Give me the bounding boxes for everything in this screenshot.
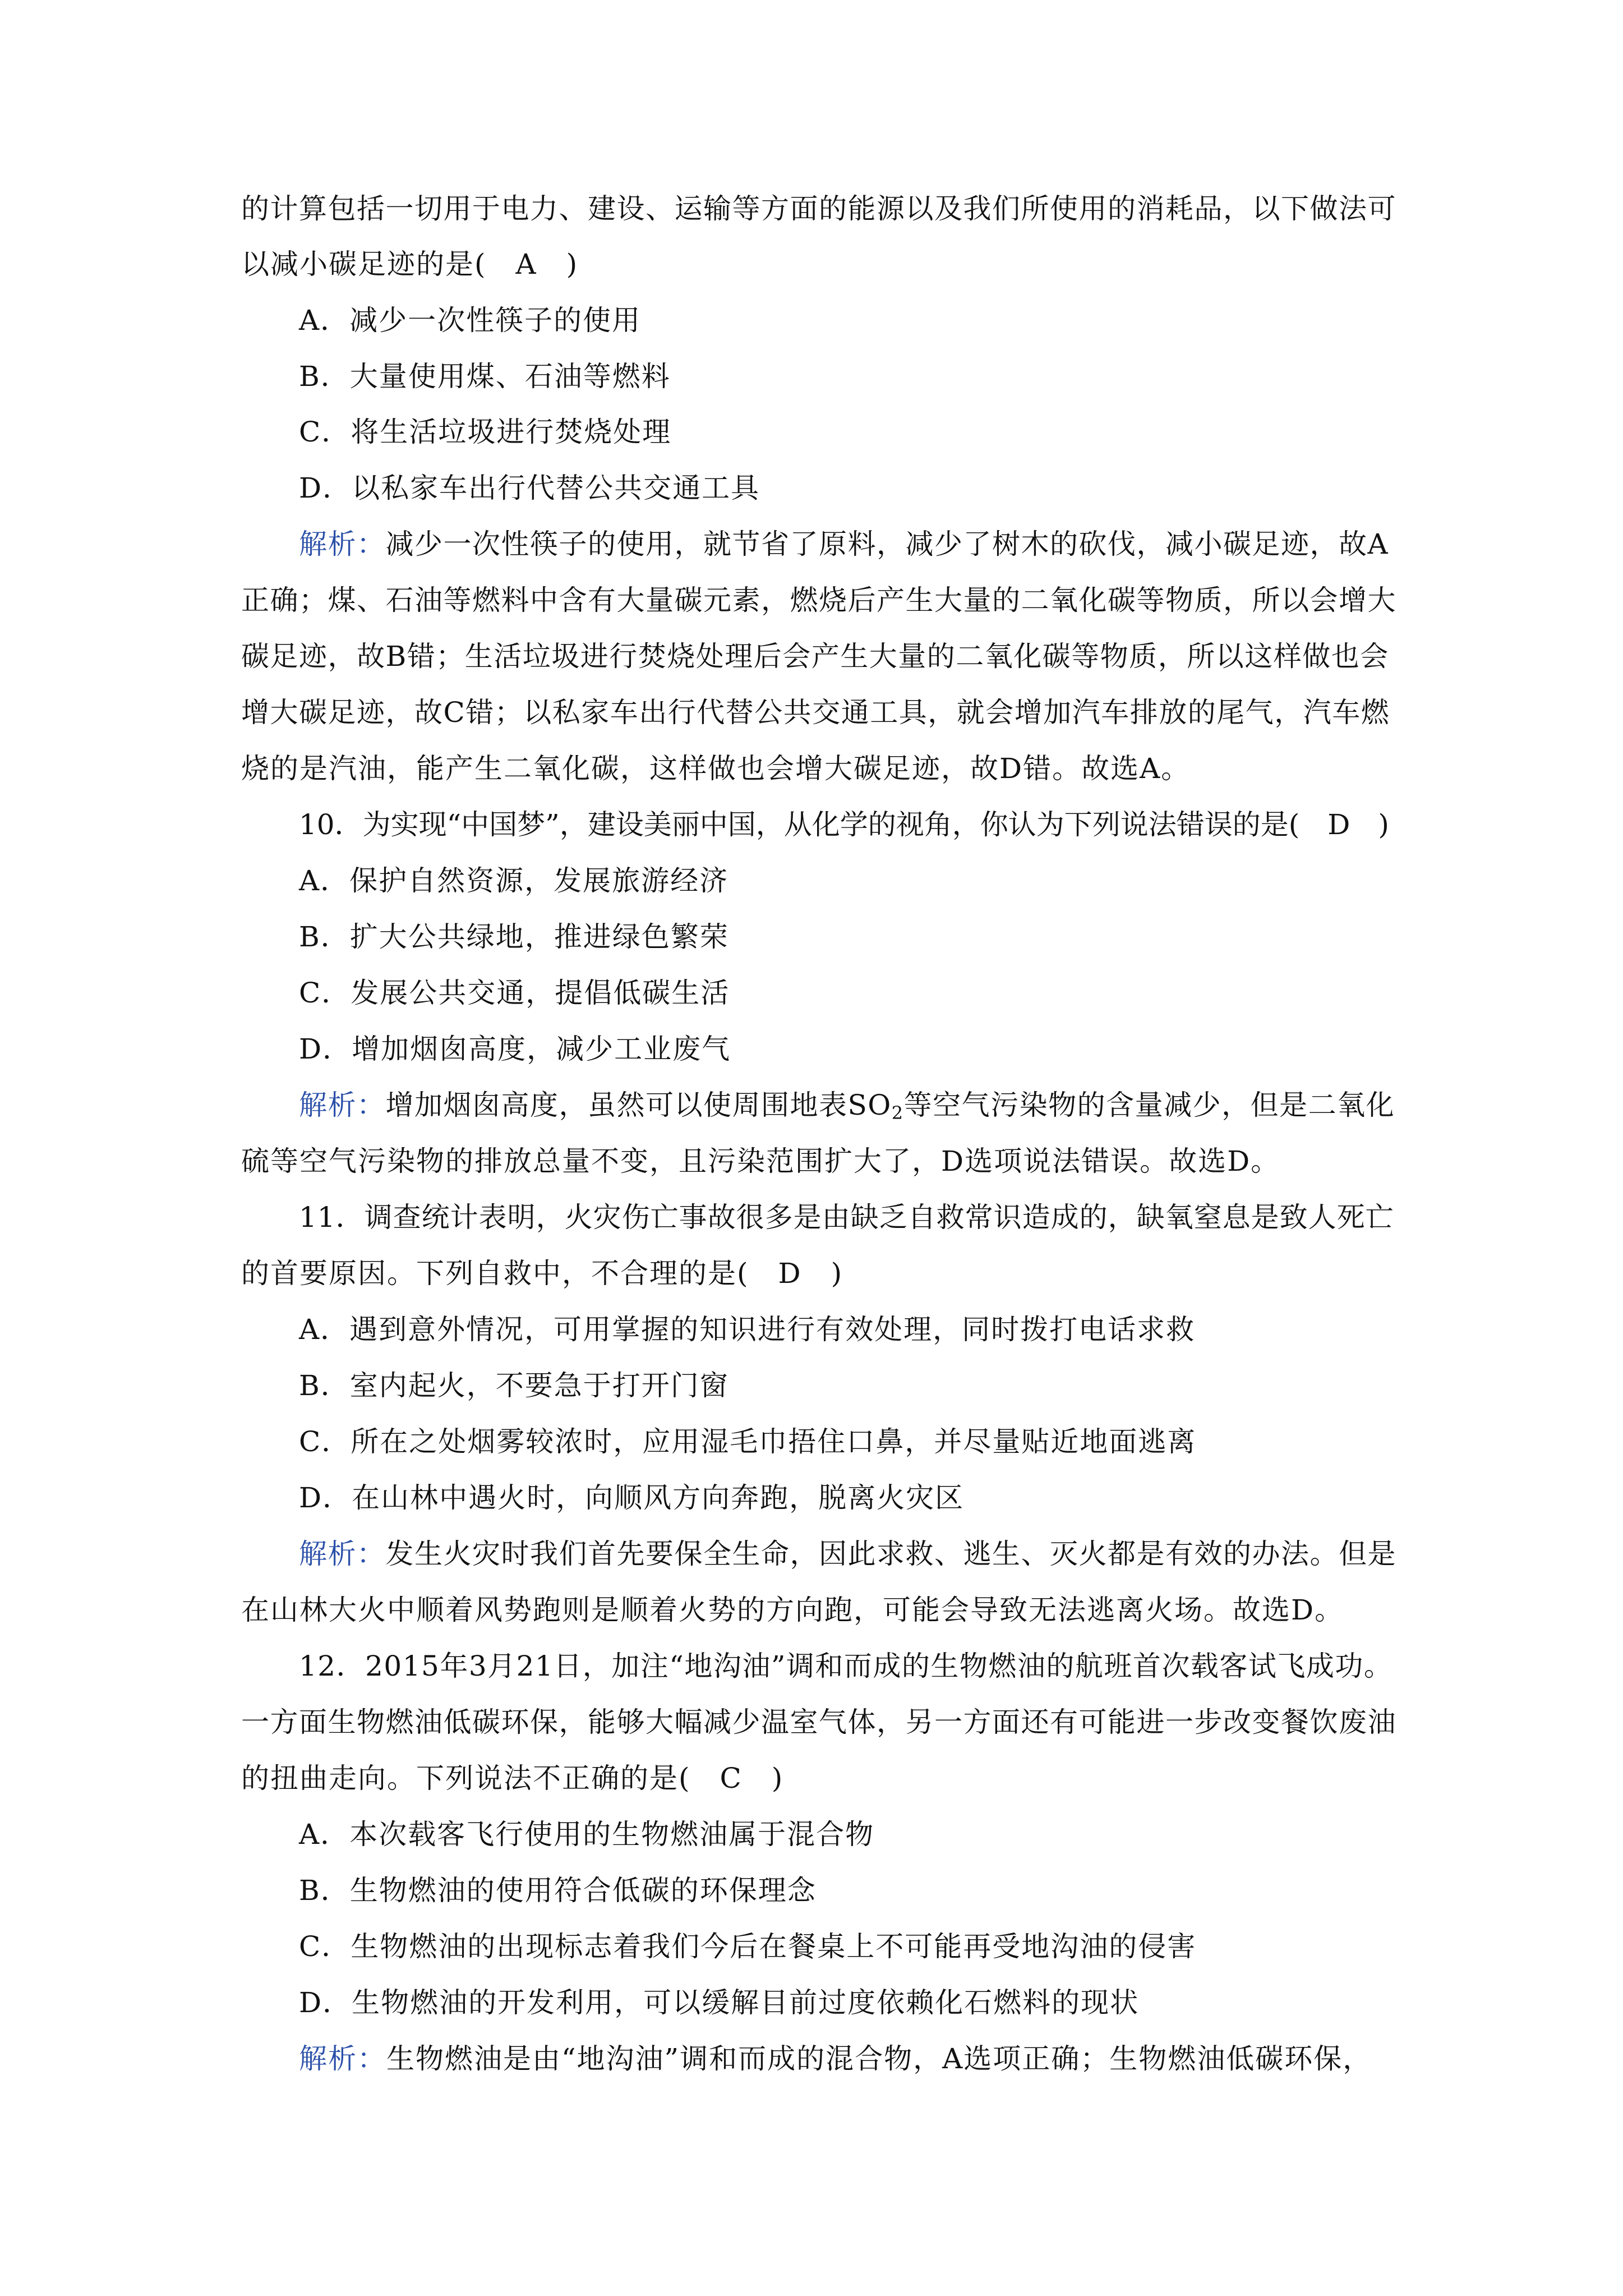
q9-explanation-line-3: 碳足迹，故B错；生活垃圾进行焚烧处理后会产生大量的二氧化碳等物质，所以这样做也会 bbox=[241, 640, 1389, 673]
q11-explanation-line-2: 在山林大火中顺着风势跑则是顺着火势的方向跑，可能会导致无法逃离火场。故选D。 bbox=[241, 1594, 1344, 1626]
q11-stem-line-2: 的首要原因。下列自救中，不合理的是( D ) bbox=[241, 1257, 843, 1290]
q9-option-b: B．大量使用煤、石油等燃料 bbox=[299, 360, 671, 393]
q12-explanation-line-1 bbox=[299, 2042, 1372, 2076]
q9-option-c: C．将生活垃圾进行焚烧处理 bbox=[299, 416, 672, 448]
q10-explanation-text-1b: 等空气污染物的含量减少，但是二氧化 bbox=[903, 1089, 1395, 1121]
q9-option-d: D．以私家车出行代替公共交通工具 bbox=[299, 472, 760, 504]
q11-explanation-label: 解析： bbox=[299, 1538, 386, 1570]
q10-explanation-line-1 bbox=[299, 1088, 1395, 1122]
q12-explanation-label: 解析： bbox=[299, 2042, 386, 2075]
q12-option-c: C．生物燃油的出现标志着我们今后在餐桌上不可能再受地沟油的侵害 bbox=[299, 1930, 1197, 1963]
q12-stem-line-1: 12．2015年3月21日，加注“地沟油”调和而成的生物燃油的航班首次载客试飞成功。 bbox=[299, 1650, 1393, 1682]
q9-explanation-label: 解析： bbox=[299, 528, 386, 560]
q10-stem: 10．为实现“中国梦”，建设美丽中国，从化学的视角，你认为下列说法错误的是( D ) bbox=[299, 808, 1389, 841]
q10-explanation-label: 解析： bbox=[299, 1089, 386, 1121]
q12-stem-line-3: 的扭曲走向。下列说法不正确的是( C ) bbox=[241, 1762, 784, 1795]
q11-option-c: C．所在之处烟雾较浓时，应用湿毛巾捂住口鼻，并尽量贴近地面逃离 bbox=[299, 1425, 1197, 1458]
q12-stem-line-2: 一方面生物燃油低碳环保，能够大幅减少温室气体，另一方面还有可能进一步改变餐饮废油 bbox=[241, 1706, 1396, 1738]
q9-explanation-line-5: 烧的是汽油，能产生二氧化碳，这样做也会增大碳足迹，故D错。故选A。 bbox=[241, 752, 1191, 785]
q11-option-d: D．在山林中遇火时，向顺风方向奔跑，脱离火灾区 bbox=[299, 1481, 965, 1514]
q10-option-d: D．增加烟囱高度，减少工业废气 bbox=[299, 1033, 731, 1065]
q9-explanation-line-2: 正确；煤、石油等燃料中含有大量碳元素，燃烧后产生大量的二氧化碳等物质，所以会增大 bbox=[241, 584, 1396, 616]
q10-option-c: C．发展公共交通，提倡低碳生活 bbox=[299, 977, 730, 1009]
q12-explanation-text-1: 生物燃油是由“地沟油”调和而成的混合物，A选项正确；生物燃油低碳环保， bbox=[386, 2042, 1372, 2075]
q12-option-b: B．生物燃油的使用符合低碳的环保理念 bbox=[299, 1874, 817, 1907]
q9-stem-line-1: 的计算包括一切用于电力、建设、运输等方面的能源以及我们所使用的消耗品，以下做法可 bbox=[241, 192, 1396, 225]
q10-option-b: B．扩大公共绿地，推进绿色繁荣 bbox=[299, 921, 729, 953]
q11-stem-line-1: 11．调查统计表明，火灾伤亡事故很多是由缺乏自救常识造成的，缺氧窒息是致人死亡 bbox=[299, 1201, 1394, 1234]
q12-option-a: A．本次载客飞行使用的生物燃油属于混合物 bbox=[299, 1818, 875, 1851]
q10-option-a: A．保护自然资源，发展旅游经济 bbox=[299, 864, 729, 897]
q12-option-d: D．生物燃油的开发利用，可以缓解目前过度依赖化石燃料的现状 bbox=[299, 1986, 1140, 2019]
q11-explanation-line-1 bbox=[299, 1537, 1396, 1571]
q9-stem-line-2: 以减小碳足迹的是( A ) bbox=[241, 248, 579, 280]
q11-explanation-text-1: 发生火灾时我们首先要保全生命，因此求救、逃生、灭火都是有效的办法。但是 bbox=[385, 1538, 1396, 1570]
q10-explanation-text-1a: 增加烟囱高度，虽然可以使周围地表SO bbox=[385, 1089, 892, 1121]
q10-explanation-subscript: 2 bbox=[891, 1102, 904, 1124]
q11-option-b: B．室内起火，不要急于打开门窗 bbox=[299, 1369, 729, 1402]
q11-option-a: A．遇到意外情况，可用掌握的知识进行有效处理，同时拨打电话求救 bbox=[299, 1313, 1196, 1346]
q10-explanation-line-2: 硫等空气污染物的排放总量不变，且污染范围扩大了，D选项说法错误。故选D。 bbox=[241, 1145, 1280, 1177]
q9-explanation-line-4: 增大碳足迹，故C错；以私家车出行代替公共交通工具，就会增加汽车排放的尾气，汽车燃 bbox=[241, 696, 1390, 729]
q9-option-a: A．减少一次性筷子的使用 bbox=[299, 304, 642, 337]
q9-explanation-text-1: 减少一次性筷子的使用，就节省了原料，减少了树木的砍伐，减小碳足迹，故A bbox=[385, 528, 1389, 560]
q9-explanation-line-1 bbox=[299, 527, 1389, 561]
